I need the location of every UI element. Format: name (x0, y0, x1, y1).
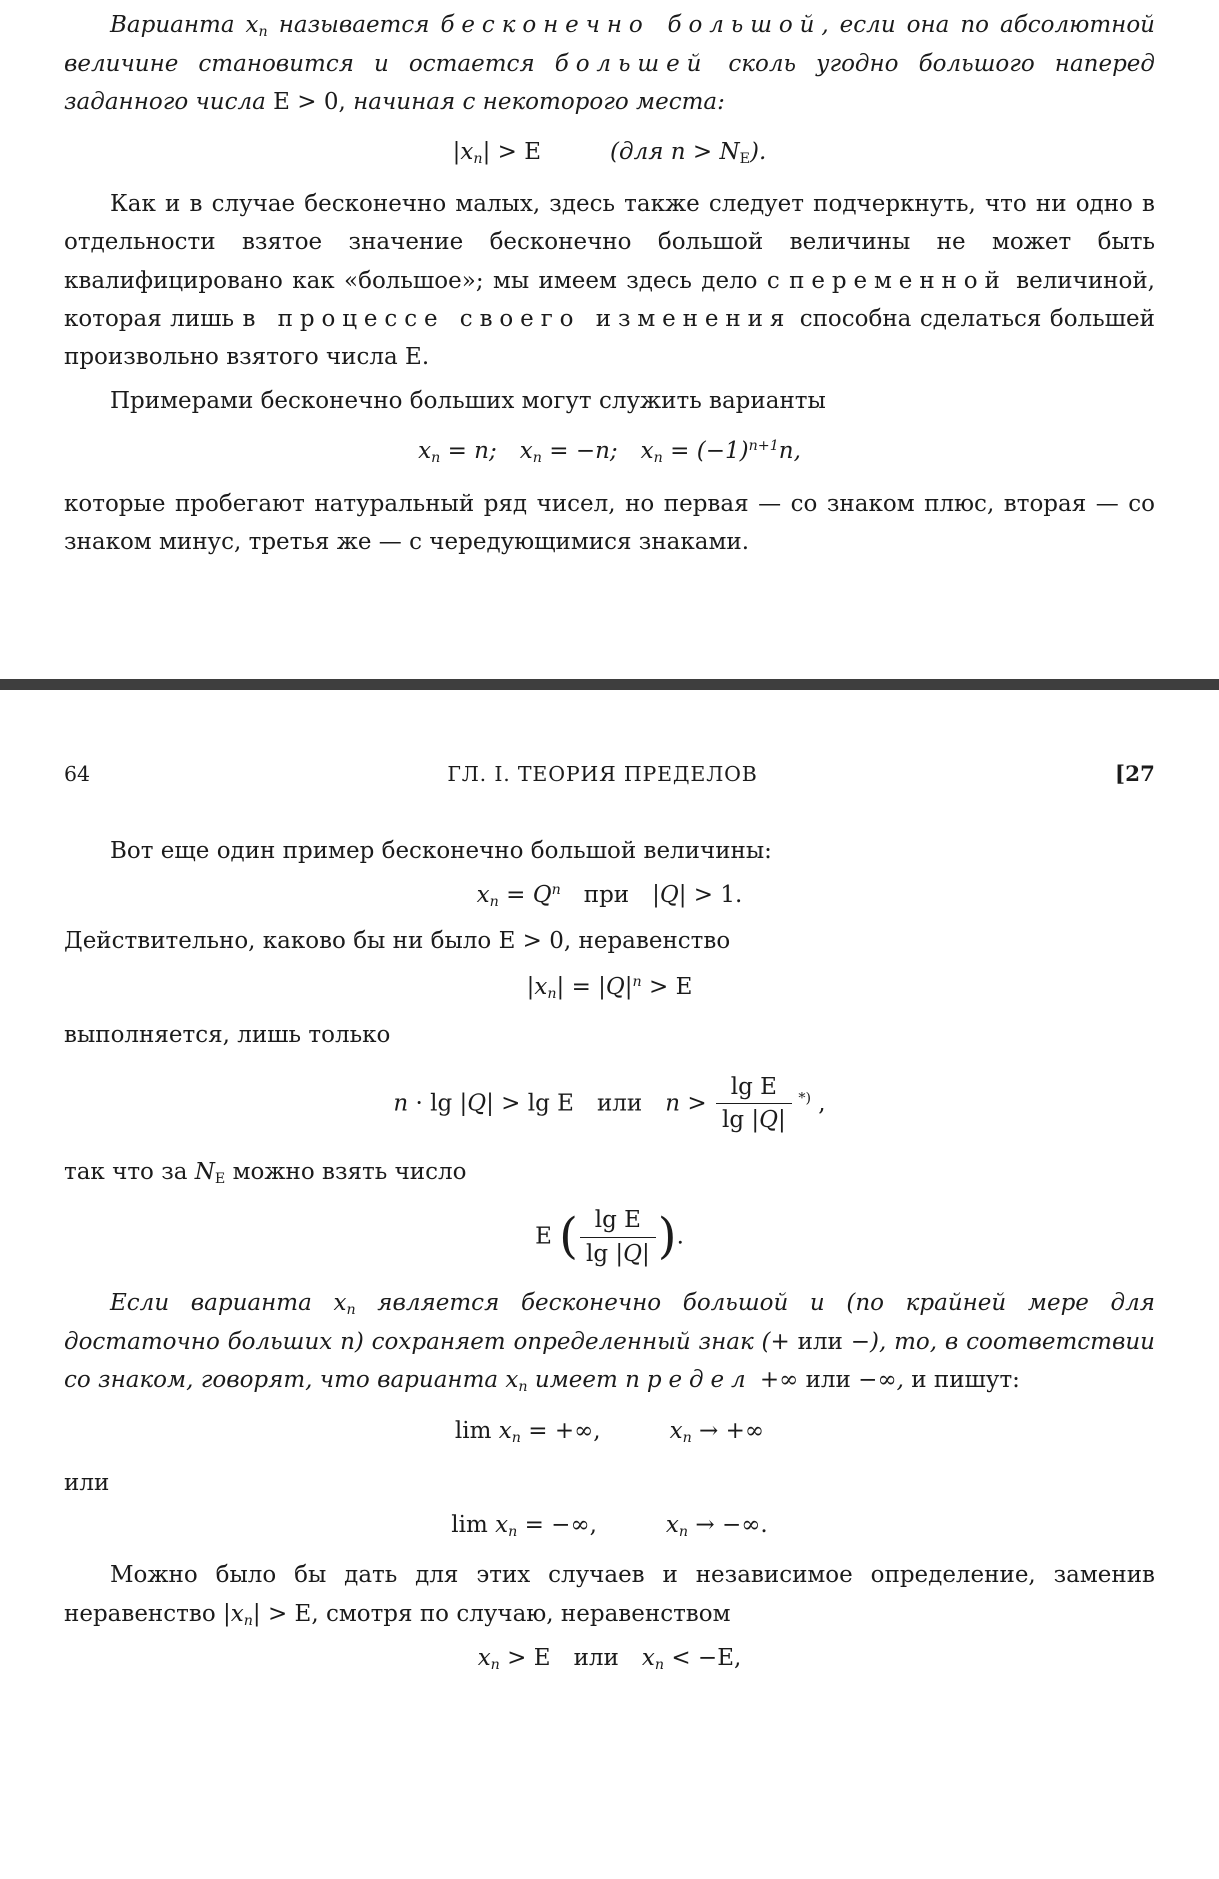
text-run: > lg E (493, 1089, 574, 1116)
page-header (64, 762, 1155, 788)
formula-E-of-lg-fraction (64, 1206, 1155, 1269)
text-run: = −∞, (517, 1512, 597, 1539)
text-run: |x (452, 139, 474, 165)
text-run: = Q (498, 881, 552, 908)
text-run: x (640, 438, 654, 465)
fraction (580, 1206, 656, 1269)
text-run: = −n; (541, 438, 618, 465)
text-run: x (230, 1600, 244, 1627)
text-run: x (477, 1645, 491, 1672)
text-run: Можно было бы дать для этих случаев и независимое определение, заменив неравенство | (64, 1562, 1155, 1627)
page-fragment-bottom (0, 690, 1219, 1676)
formula-lim-minus-infinity (64, 1510, 1155, 1542)
fraction-numerator (580, 1206, 656, 1238)
text-run: E (739, 150, 751, 167)
text-run: E, (717, 1645, 742, 1672)
text-run (618, 438, 641, 464)
text-run: Вот еще один пример бесконечно большой величины: (110, 837, 772, 864)
text-run: x (665, 1512, 679, 1539)
text-run: |Q| (652, 881, 687, 908)
text-run: E (524, 139, 542, 165)
text-run: ( (559, 1208, 579, 1265)
text-run: | = |Q| (556, 974, 633, 1001)
fraction-denominator (580, 1238, 656, 1269)
text-run: n (551, 881, 561, 898)
text-run: n (489, 893, 499, 910)
formula-abs-xn-greater-E (64, 137, 1155, 169)
paragraph-definition-infinitely-large (64, 6, 1155, 121)
text-run: > N (685, 139, 740, 165)
text-run: бесконечно большой (440, 12, 822, 38)
text-run: n (632, 974, 642, 991)
text-run: n (678, 1524, 689, 1541)
text-run (619, 1645, 642, 1671)
text-run: n (243, 1612, 253, 1629)
text-run: для n (619, 139, 686, 165)
text-run: |Q| (459, 1089, 494, 1116)
text-run: ). (750, 139, 767, 165)
paragraph-take-number-NE (64, 1153, 1155, 1192)
text-run: lim (454, 1417, 499, 1444)
text-run: E (533, 1645, 551, 1672)
text-run: < − (664, 1645, 718, 1672)
text-run: x (495, 1512, 509, 1539)
text-run: lim (451, 1512, 496, 1539)
text-run: сколь угодно большого наперед заданного числа (64, 50, 1155, 115)
text-run: Как и в случае бесконечно малых, здесь также следует подчеркнуть, что ни одно в отдельности взятое значение бесконечно большой величины не может быть квалифицировано как «большое»; мы имеем здесь дело с (64, 191, 1155, 294)
text-run: n (431, 450, 441, 467)
page-divider (0, 679, 1219, 690)
text-run (574, 1090, 597, 1116)
text-run: *) (798, 1090, 811, 1107)
text-run: lg (586, 1240, 616, 1267)
text-run: n (473, 150, 483, 167)
formula-n-lg-Q-inequality (64, 1073, 1155, 1136)
text-run (629, 882, 652, 908)
text-run: можно взять число (225, 1159, 467, 1186)
formula-abs-xn-equals-absQ-power-n (64, 972, 1155, 1004)
text-run: | > (482, 139, 525, 165)
text-run: · lg (408, 1089, 460, 1116)
text-run: E (535, 1223, 560, 1250)
page-number: 64 (64, 761, 91, 786)
text-run: n (653, 450, 663, 467)
text-run: выполняется, лишь только (64, 1022, 391, 1049)
text-run: которые пробегают натуральный ряд чисел, но первая — со знаком плюс, вторая — со знаком минус, третья же — с чередующимися знаками. (64, 490, 1155, 555)
formula-lim-plus-infinity (64, 1416, 1155, 1448)
text-run: +∞ (752, 1367, 806, 1394)
text-run: . (676, 1223, 684, 1250)
text-run: большей (554, 50, 709, 77)
paragraph-independent-definition (64, 1556, 1155, 1633)
paragraph-holds-only (64, 1016, 1155, 1054)
text-run: n (511, 1429, 521, 1446)
text-run: > (680, 1089, 714, 1116)
text-run: n (547, 986, 557, 1003)
paragraph-another-example (64, 832, 1155, 870)
text-run: |x (526, 974, 548, 1001)
text-run: предел (625, 1367, 753, 1394)
text-run: E (675, 974, 693, 1001)
text-run: x (641, 1645, 655, 1672)
text-run: E (214, 1171, 226, 1188)
text-run: n (518, 1379, 528, 1396)
text-run: так что за (64, 1159, 195, 1186)
text-run: n (665, 1089, 681, 1116)
text-run: > (499, 1645, 534, 1672)
text-run: E > 0, (273, 88, 346, 115)
text-run: ( (541, 139, 620, 165)
text-run: lg E (730, 1073, 777, 1100)
text-run: n, (778, 438, 801, 465)
text-run: n+1 (748, 438, 779, 455)
text-run: Действительно, каково бы ни было E > 0, неравенство (64, 928, 731, 955)
paragraph-limit-plus-minus-infinity (64, 1284, 1155, 1399)
text-run: Варианта x (110, 12, 259, 38)
text-run: | > E, смотря по случаю, неравенством (252, 1600, 731, 1627)
text-run: Примерами бесконечно больших могут служить варианты (110, 388, 826, 415)
text-run: или (573, 1645, 619, 1672)
text-run: → −∞. (688, 1512, 768, 1539)
text-run: имеет (527, 1367, 626, 1394)
text-run: x (519, 438, 533, 465)
text-run: n (532, 450, 542, 467)
fraction-denominator (716, 1104, 792, 1135)
text-run: −), то, в соответствии со знаком, говорят, что варианта x (64, 1328, 1155, 1394)
text-run (601, 1418, 670, 1444)
text-run: ) (657, 1208, 677, 1265)
text-run: −∞, (850, 1367, 912, 1394)
formula-xn-greater-E-or-less-minus-E (64, 1643, 1155, 1675)
text-run: lg E (594, 1206, 641, 1233)
text-run (561, 882, 584, 908)
text-run: Если варианта x (110, 1290, 347, 1317)
running-title: ГЛ. I. ТЕОРИЯ ПРЕДЕЛОВ (447, 761, 758, 786)
text-run: начиная с некоторого места: (345, 88, 725, 115)
text-run: , если она по абсолютной величине становится и остается (64, 12, 1155, 77)
paragraph-or-connector (64, 1464, 1155, 1502)
text-run: > 1. (686, 881, 743, 908)
text-run: , (811, 1089, 826, 1116)
fraction (716, 1073, 792, 1136)
text-run: n (393, 1089, 409, 1116)
text-run: или (64, 1470, 110, 1496)
text-run: величиной, которая лишь (64, 267, 1155, 332)
text-run: |Q| (751, 1107, 786, 1134)
text-run: переменной (789, 267, 1007, 294)
text-run: = n; (440, 438, 497, 465)
text-run: или (797, 1328, 843, 1355)
text-run: = +∞, (520, 1417, 601, 1444)
text-run: N (194, 1159, 215, 1186)
text-run: при (583, 881, 630, 908)
paragraph-indeed-inequality (64, 922, 1155, 960)
formula-example-sequences (64, 436, 1155, 468)
text-run (497, 438, 520, 464)
text-run: является бесконечно большой и (по крайней мере для достаточно больших n) сохраняет определенный знак (+ (64, 1290, 1156, 1355)
section-number: [27 (1114, 761, 1155, 787)
paragraph-remark-variable-quantity (64, 185, 1155, 376)
text-run: > (641, 974, 676, 1001)
text-run: = (−1) (662, 438, 749, 465)
text-run: x (476, 881, 490, 908)
text-run: n (682, 1429, 692, 1446)
text-run: x (669, 1417, 683, 1444)
text-run: n (508, 1524, 518, 1541)
paragraph-examples-intro (64, 382, 1155, 420)
text-run: или (805, 1367, 851, 1394)
text-run: в процессе своего изменения (242, 305, 792, 332)
text-run: lg (721, 1107, 752, 1134)
text-run: n (654, 1657, 665, 1674)
page-fragment-top (0, 0, 1219, 561)
text-run: |Q| (615, 1240, 650, 1267)
text-run (551, 1645, 574, 1671)
text-run: x (418, 438, 432, 465)
text-run: n (346, 1302, 356, 1319)
formula-xn-equals-Q-power-n (64, 880, 1155, 912)
text-run: и пишут: (911, 1367, 1020, 1394)
fraction-numerator (716, 1073, 792, 1105)
text-run: способна сделаться большей произвольно взятого числа E. (64, 305, 1155, 370)
text-run: или (596, 1089, 643, 1116)
text-run: называется (267, 12, 441, 38)
text-run: → +∞ (691, 1417, 765, 1444)
text-run (642, 1090, 665, 1116)
text-run: x (498, 1417, 512, 1444)
paragraph-examples-explanation (64, 485, 1155, 561)
text-run: n (490, 1657, 500, 1674)
text-run (597, 1512, 666, 1538)
text-run: n (258, 23, 268, 40)
